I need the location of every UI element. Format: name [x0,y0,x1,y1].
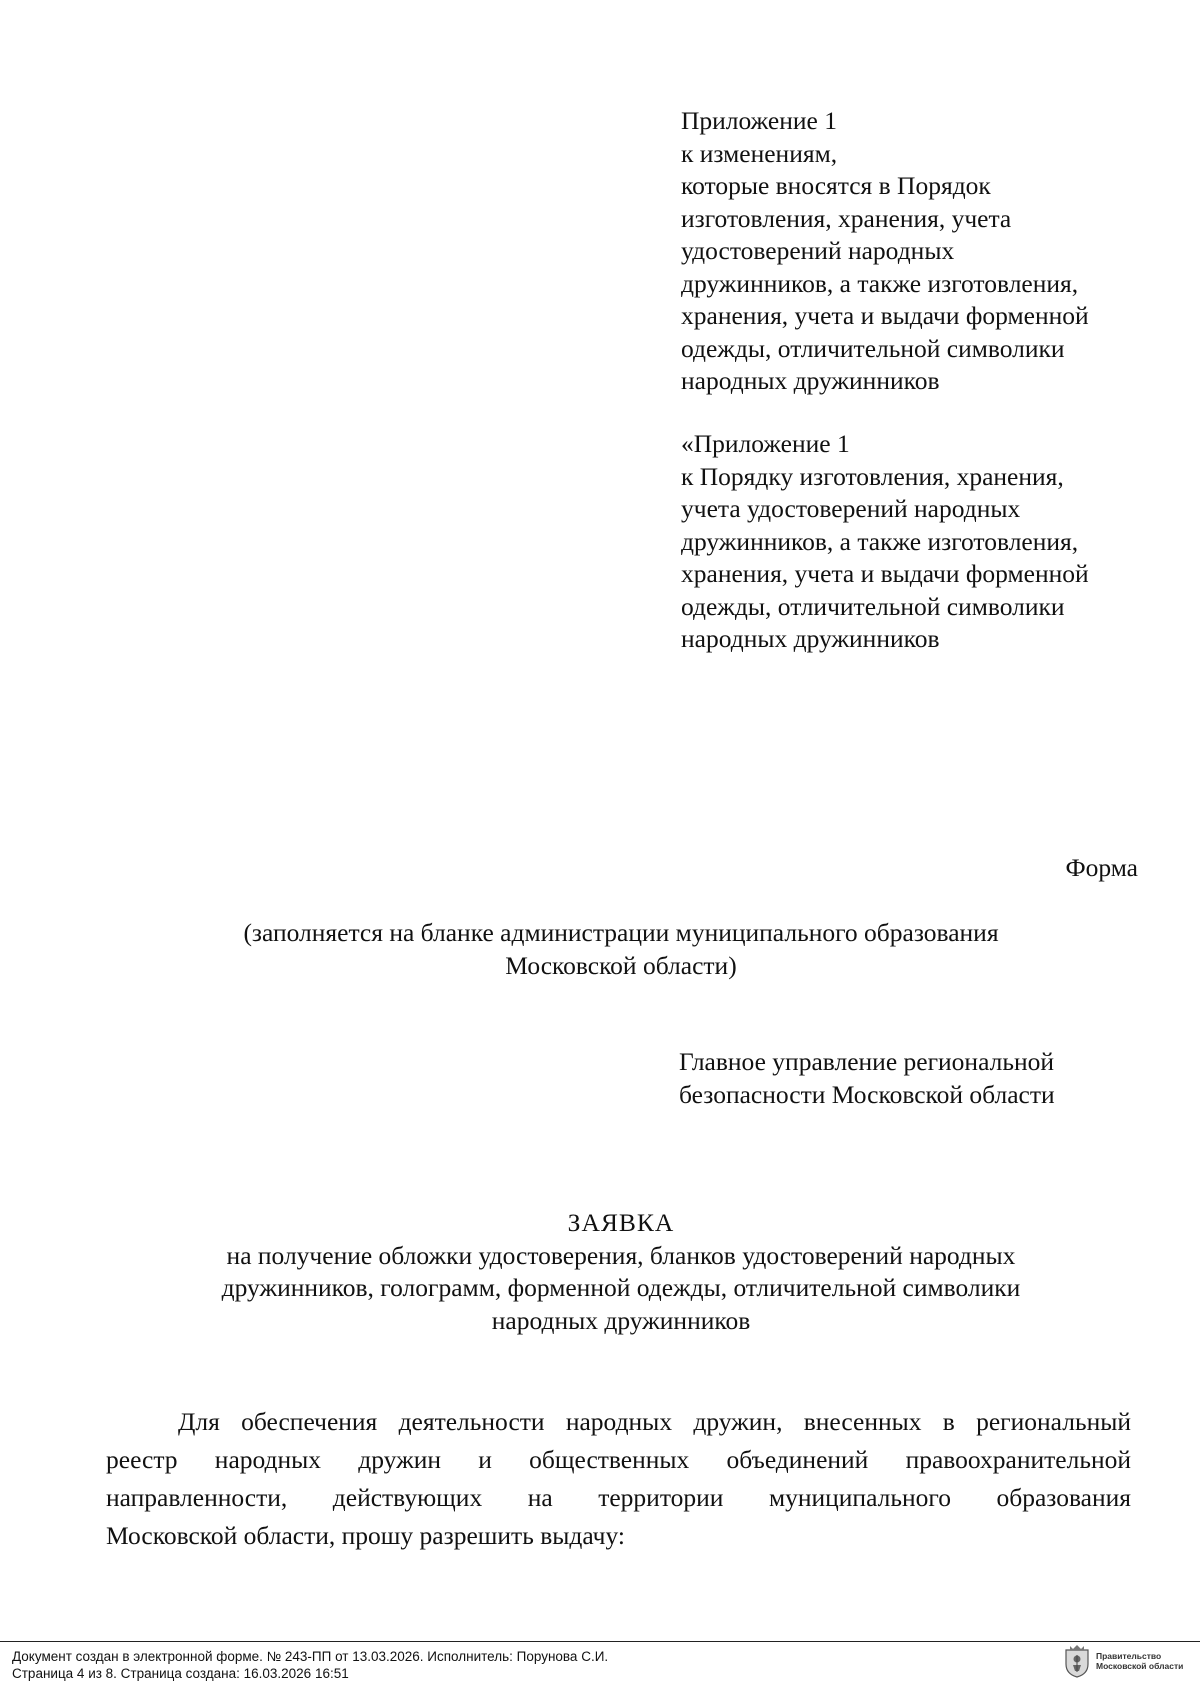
blank-note [0,917,1200,982]
appendix-line: к изменениям, [681,138,838,168]
footer-page-info: Страница 4 из 8. Страница создана: 16.03.2026 16:51 [12,1666,349,1681]
footer-logo [1064,1644,1183,1678]
appendix-line: учета удостоверений народных [681,494,1021,523]
moscow-region-coat-of-arms-icon [1064,1644,1090,1678]
body-paragraph [106,1403,1131,1555]
body-line: Московской области, прошу разрешить выдачу: [106,1521,625,1550]
footer-divider [0,1641,1200,1642]
appendix-line: которые вносятся в Порядок [681,171,991,200]
appendix-line: удостоверений народных [681,236,955,265]
footer-org-line: Правительство [1096,1651,1162,1661]
footer-document-info: Документ создан в электронной форме. № 243-ПП от 13.03.2026. Исполнитель: Порунова С.И. [12,1649,609,1664]
title-line: дружинников, голограмм, форменной одежды, отличительной символики [221,1273,1021,1302]
title-line: на получение обложки удостоверения, бланков удостоверений народных [226,1240,1016,1270]
title-heading: ЗАЯВКА [567,1208,675,1237]
appendix-line: Приложение 1 [681,106,837,135]
blank-note-line: (заполняется на бланке администрации муниципального образования [243,918,999,947]
form-label: Форма [1065,853,1138,882]
appendix-changes-header [681,105,1089,398]
appendix-line: одежды, отличительной символики [681,591,1065,621]
appendix-line: хранения, учета и выдачи форменной [681,559,1089,588]
blank-note-line: Московской области) [505,950,737,980]
title-line: народных дружинников [491,1305,751,1335]
appendix-line: к Порядку изготовления, хранения, [681,461,1064,491]
document-title [0,1207,1200,1337]
appendix-order-header [681,428,1089,656]
body-line: реестр народных дружин и общественных объединений правоохранительной [106,1445,1131,1474]
footer-info [12,1648,608,1682]
body-line: направленности, действующих на территории муниципального образования [106,1483,1131,1512]
appendix-line: изготовления, хранения, учета [681,203,1012,233]
body-line: Для обеспечения деятельности народных дружин, внесенных в региональный [178,1407,1131,1436]
appendix-line: дружинников, а также изготовления, [681,268,1079,298]
addressee [679,1046,1055,1111]
appendix-line: одежды, отличительной символики [681,333,1065,363]
footer-org-line: Московской области [1096,1661,1184,1671]
addressee-line: безопасности Московской области [679,1079,1055,1109]
addressee-line: Главное управление региональной [679,1047,1055,1076]
appendix-line: хранения, учета и выдачи форменной [681,301,1089,330]
appendix-line: дружинников, а также изготовления, [681,526,1079,556]
appendix-line: народных дружинников [681,366,940,395]
appendix-line: «Приложение 1 [681,429,850,458]
appendix-line: народных дружинников [681,624,940,653]
